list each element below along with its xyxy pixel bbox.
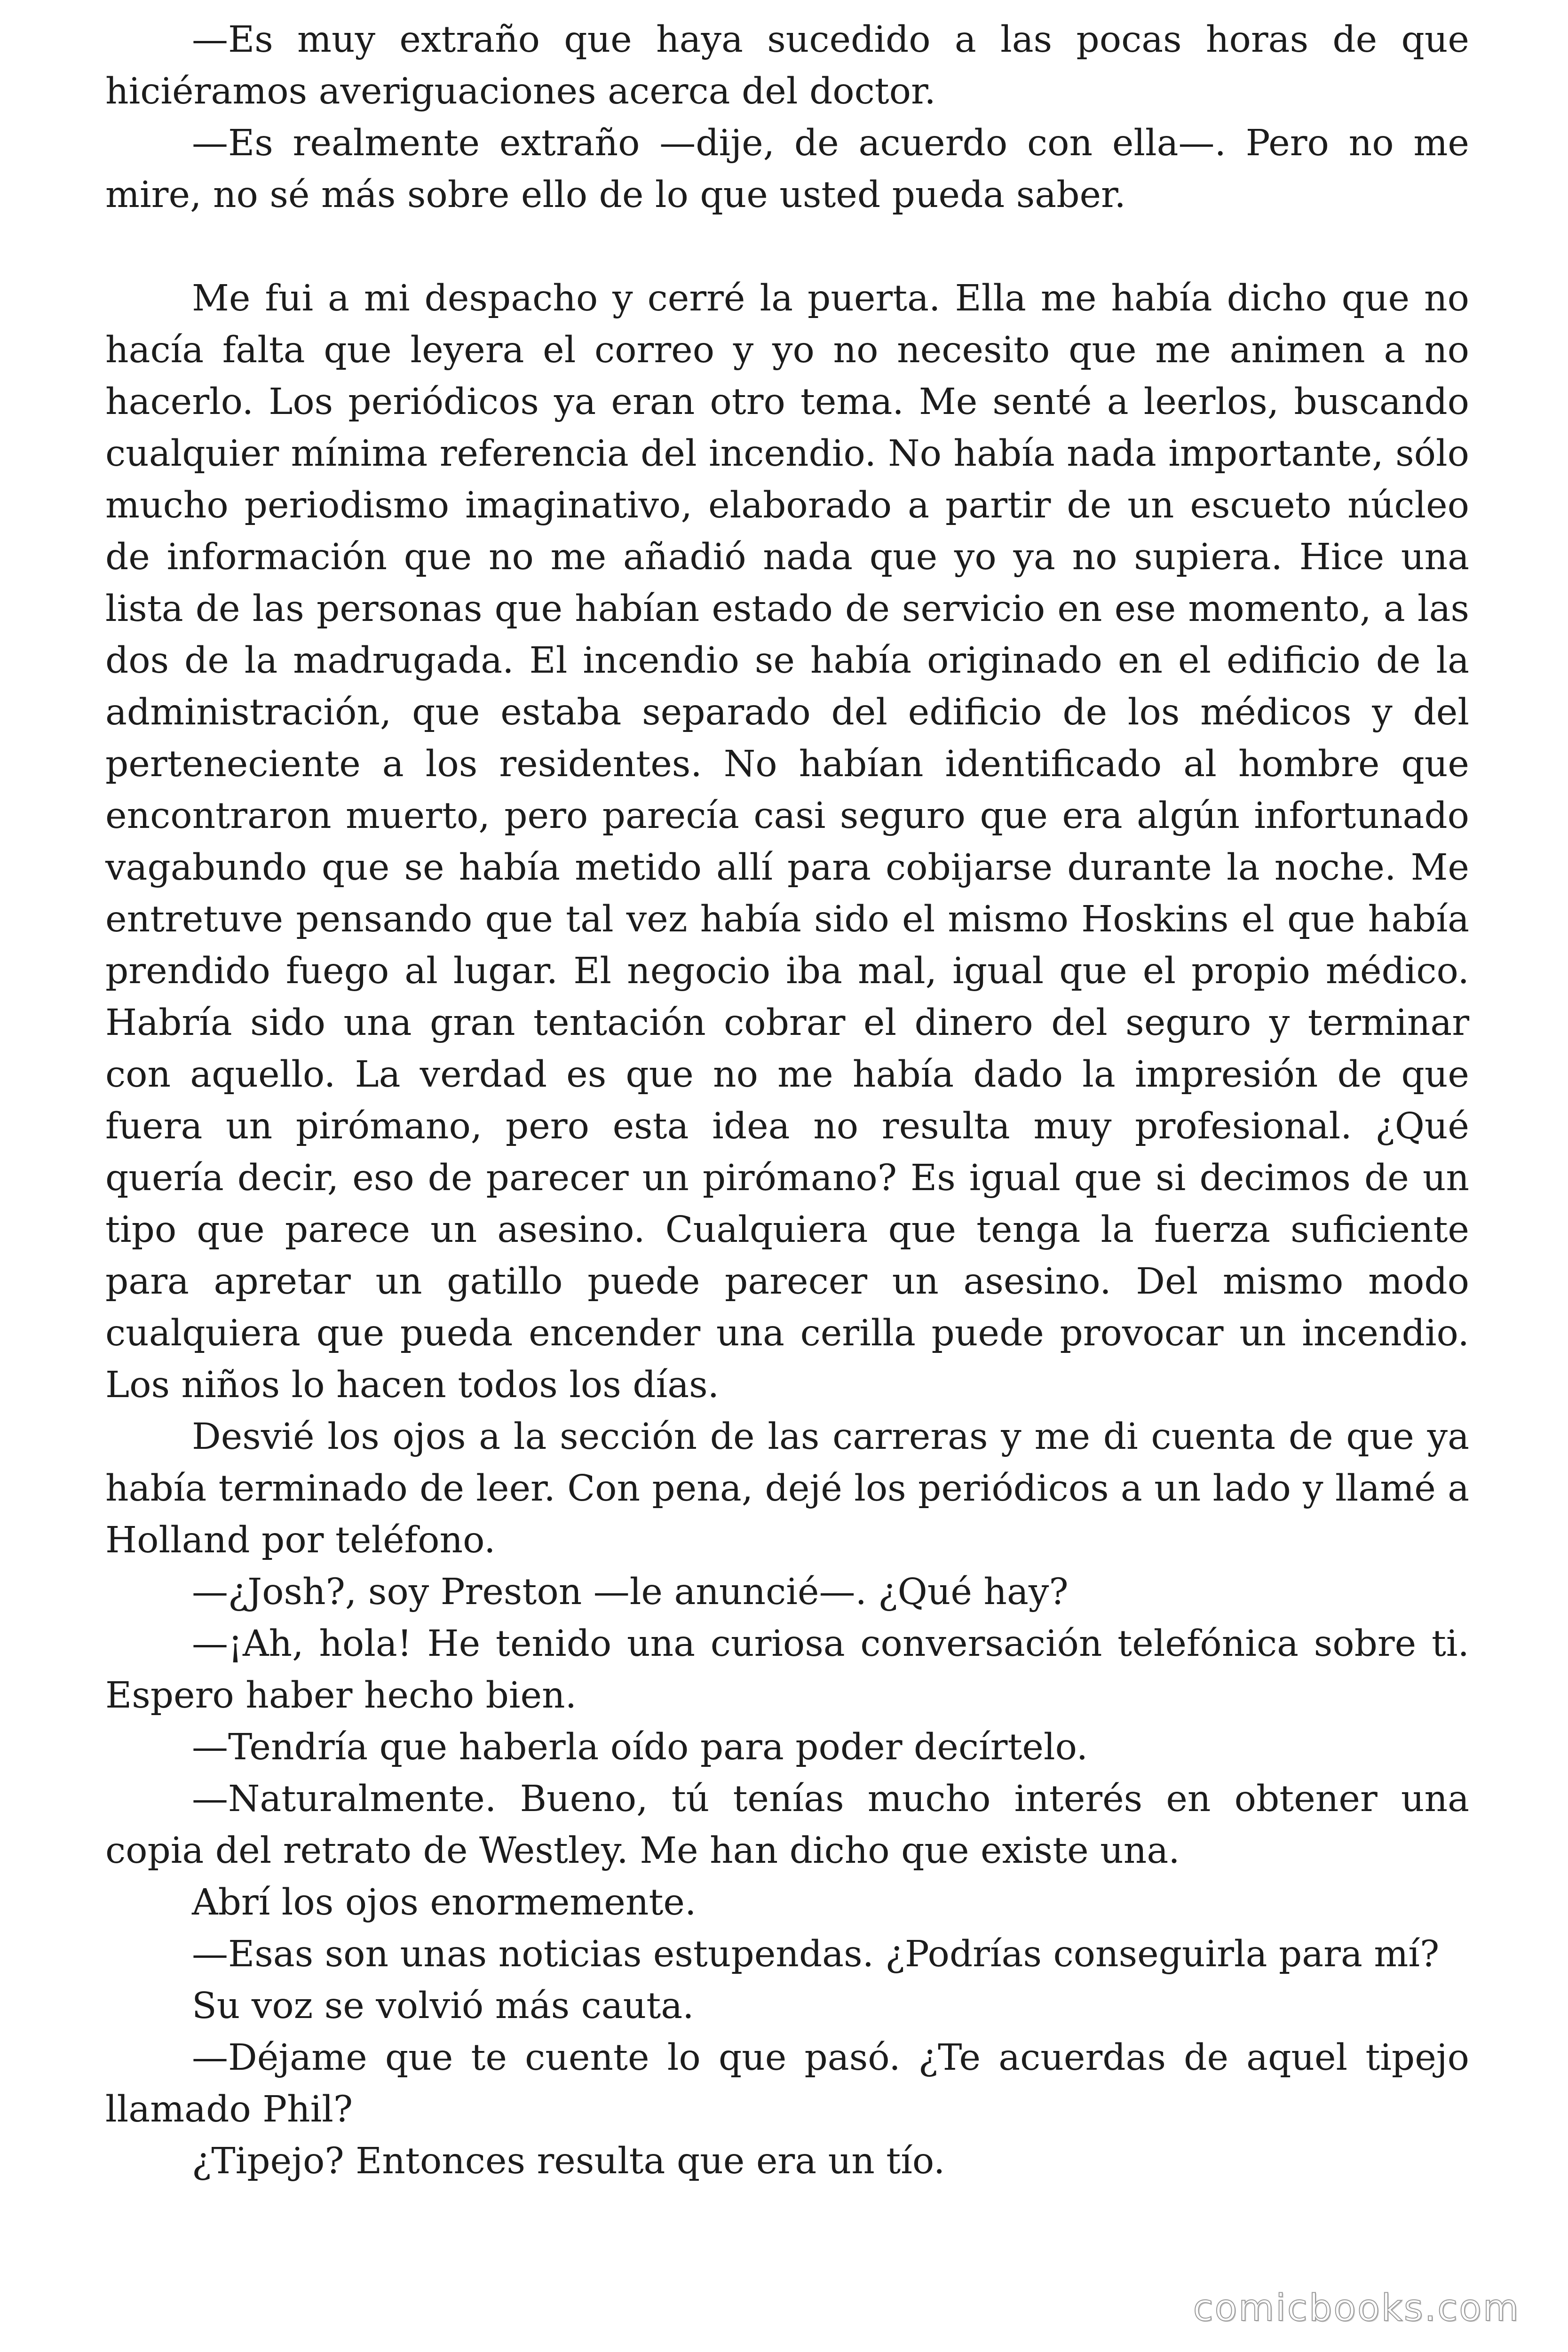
watermark: comicbooks.com (1193, 2287, 1520, 2329)
paragraph: Abrí los ojos enormemente. (192, 1882, 697, 1923)
paragraph: Desvié los ojos a la sección de las carreras y me di cuenta de que ya había terminado de leer. Con pena, dejé los periódicos a un lado y llamé a Holland por teléfono. (105, 1416, 1469, 1561)
paragraph: Su voz se volvió más cauta. (192, 1985, 694, 2027)
paragraph: —Naturalmente. Bueno, tú tenías mucho interés en obtener una copia del retrato de Westley. Me han dicho que existe una. (105, 1778, 1469, 1872)
book-page-text (105, 14, 1469, 2187)
paragraph: —¿Josh?, soy Preston —le anuncié—. ¿Qué hay? (192, 1571, 1069, 1613)
paragraph: Me fui a mi despacho y cerré la puerta. Ella me había dicho que no hacía falta que leyera el correo y yo no necesito que me animen a no hacerlo. Los periódicos ya eran otro tema. Me senté a leerlos, buscando cualquier mínima referencia del incendio. No había nada importante, sólo mucho periodismo imaginativo, elaborado a partir de un escueto núcleo de información que no me añadió nada que yo ya no supiera. Hice una lista de las personas que habían estado de servicio en ese momento, a las dos de la madrugada. El incendio se había originado en el edificio de la administración, que estaba separado del edificio de los médicos y del perteneciente a los residentes. No habían identificado al hombre que encontraron muerto, pero parecía casi seguro que era algún infortunado vagabundo que se había metido allí para cobijarse durante la noche. Me entretuve pensando que tal vez había sido el mismo Hoskins el que había prendido fuego al lugar. El negocio iba mal, igual que el propio médico. Habría sido una gran tentación cobrar el dinero del seguro y terminar con aquello. La verdad es que no me había dado la impresión de que fuera un pirómano, pero esta idea no resulta muy profesional. ¿Qué quería decir, eso de parecer un pirómano? Es igual que si decimos de un tipo que parece un asesino. Cualquiera que tenga la fuerza suficiente para apretar un gatillo puede parecer un asesino. Del mismo modo cualquiera que pueda encender una cerilla puede provocar un incendio. Los niños lo hacen todos los días. (105, 278, 1469, 1406)
paragraph: —Es muy extraño que haya sucedido a las pocas horas de que hiciéramos averiguaciones acerca del doctor. (105, 19, 1469, 112)
paragraph: —Déjame que te cuente lo que pasó. ¿Te acuerdas de aquel tipejo llamado Phil? (105, 2037, 1469, 2130)
paragraph: —Es realmente extraño —dije, de acuerdo con ella—. Pero no me mire, no sé más sobre ello de lo que usted pueda saber. (105, 122, 1469, 216)
paragraph: —Tendría que haberla oído para poder decírtelo. (192, 1726, 1088, 1768)
paragraph: —¡Ah, hola! He tenido una curiosa conversación telefónica sobre ti. Espero haber hecho bien. (105, 1623, 1469, 1716)
paragraph: ¿Tipejo? Entonces resulta que era un tío. (192, 2140, 945, 2182)
paragraph: —Esas son unas noticias estupendas. ¿Podrías conseguirla para mí? (192, 1933, 1440, 1975)
